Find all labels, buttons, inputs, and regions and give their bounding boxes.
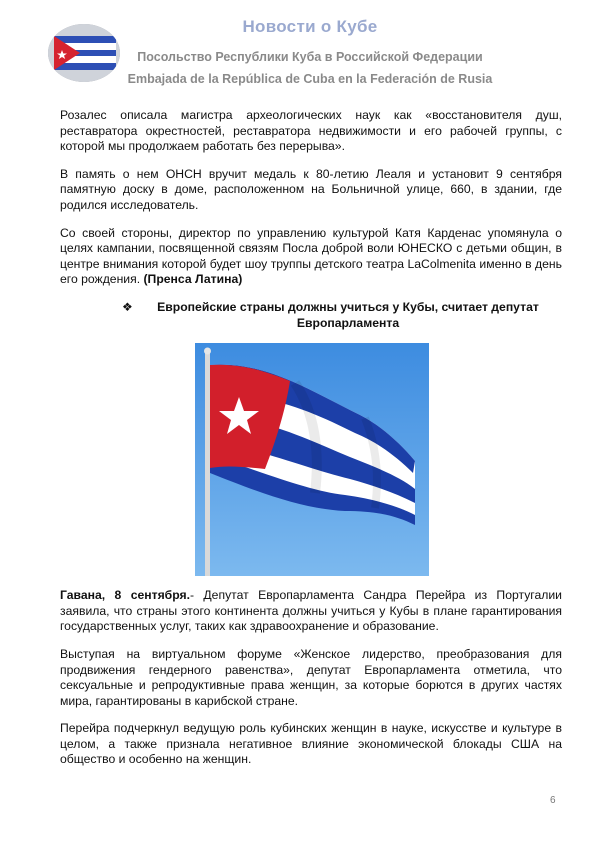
newsletter-title: Новости о Кубе [242,17,378,36]
dateline: Гавана, 8 сентября. [60,588,190,603]
article-lead [60,588,562,635]
paragraph: Перейра подчеркнул ведущую роль кубинских женщин в науке, искусстве и культуре в целом, а также признала негативное влияние экономической блокады США на общество и особенно на женщин. [60,721,562,767]
page-content [60,108,562,780]
paragraph [60,226,562,288]
embassy-name-ru: Посольство Республики Куба в Российской Федерации [137,50,483,64]
paragraph: В память о нем ОНСН вручит медаль к 80-летию Леаля и установит 9 сентября памятную доску в доме, расположенном на Больничной улице, 660, в здании, где родился исследователь. [60,166,562,212]
article-title: Европейские страны должны учиться у Кубы, считает депутат Европарламента [157,299,539,330]
article-heading [122,300,552,331]
page-header [0,0,607,100]
news-source: (Пренса Латина) [143,272,243,287]
lead-text: - Депутат Европарламента Сандра Перейра из Португалии заявила, что страны этого континента должны учиться у Кубы в плане гарантирования государственных услуг, таких как здравоохранение и образование. [60,588,562,634]
cuba-flag-photo [195,343,429,576]
embassy-name-es: Embajada de la República de Cuba en la Federación de Rusia [127,72,493,86]
paragraph: Розалес описала магистра археологических наук как «восстановителя душ, реставратора окрестностей, реставратора недвижимости и его рабочей группы, с которой мы продолжаем работать без перерыва». [60,108,562,154]
page-number: 6 [550,795,556,806]
cuba-flag-logo [48,24,120,82]
paragraph-text: Со своей стороны, директор по управлению культурой Катя Карденас упомянула о целях кампании, посвященной связям Посла доброй воли ЮНЕСКО с детьми общин, в центре внимания которой будет шоу труппы детского театра LaColmenita именно в день его рождения. [60,225,562,287]
diamond-bullet-icon: ❖ [122,299,133,314]
paragraph: Выступая на виртуальном форуме «Женское лидерство, преобразования для продвижения гендерного равенства», депутат Европарламента отметила, что сексуальные и репродуктивные права женщин, за которые борются в других частях мира, гарантированы в карибской стране. [60,646,562,708]
